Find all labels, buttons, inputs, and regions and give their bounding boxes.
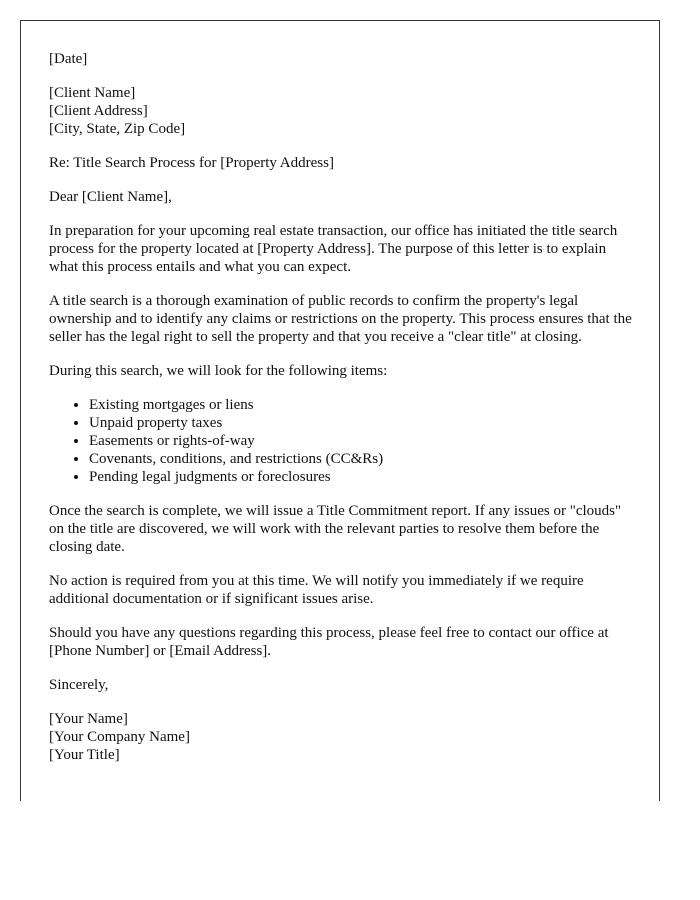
body-paragraph: Once the search is complete, we will issue a Title Commitment report. If any issues or "clouds" on the title are discovered, we will work with the relevant parties to resolve them before the closing date.	[49, 503, 622, 555]
list-item: • Covenants, conditions, and restrictions (CC&Rs)	[89, 450, 632, 468]
salutation: Dear [Client Name],	[49, 189, 172, 205]
list-item: • Unpaid property taxes	[89, 414, 632, 432]
search-items-list	[49, 396, 632, 486]
sender-name: [Your Name]	[49, 711, 128, 727]
letter-date: [Date]	[49, 51, 88, 67]
client-address: [Client Address]	[49, 103, 148, 119]
body-paragraph: During this search, we will look for the following items:	[49, 363, 388, 379]
sender-company: [Your Company Name]	[49, 729, 190, 745]
client-name: [Client Name]	[49, 85, 136, 101]
body-paragraph: A title search is a thorough examination of public records to confirm the property's legal ownership and to identify any claims or restrictions on the property. This process ensures that the seller has the legal right to sell the property and that you receive a "clear title" at closing.	[49, 293, 632, 345]
list-item: • Pending legal judgments or foreclosures	[89, 468, 632, 486]
sender-title: [Your Title]	[49, 747, 120, 763]
subject-line: Re: Title Search Process for [Property Address]	[49, 155, 334, 171]
client-city-state-zip: [City, State, Zip Code]	[49, 121, 186, 137]
body-paragraph: No action is required from you at this time. We will notify you immediately if we require additional documentation or if significant issues arise.	[49, 573, 584, 607]
recipient-address	[49, 84, 632, 138]
closing: Sincerely,	[49, 677, 109, 693]
list-item: • Existing mortgages or liens	[89, 396, 632, 414]
body-paragraph: In preparation for your upcoming real estate transaction, our office has initiated the title search process for the property located at [Property Address]. The purpose of this letter is to explain what this process entails and what you can expect.	[49, 223, 618, 275]
signature-block	[49, 710, 632, 764]
list-item: • Easements or rights-of-way	[89, 432, 632, 450]
body-paragraph: Should you have any questions regarding this process, please feel free to contact our office at [Phone Number] or [Email Address].	[49, 625, 609, 659]
letter-page	[20, 20, 660, 801]
